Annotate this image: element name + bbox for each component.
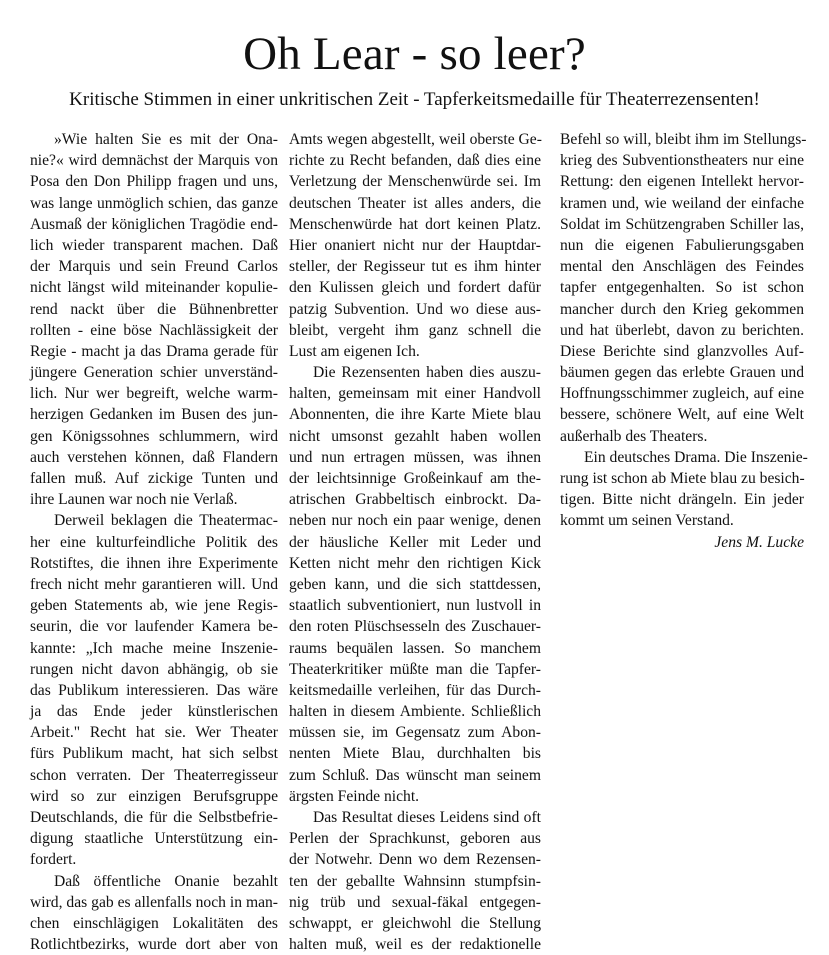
text-line: mancher durch den Krieg gekommen	[560, 300, 804, 318]
text-line: frech nicht mehr garantieren will. Und	[30, 575, 278, 593]
text-line: richte zu Recht befanden, daß dies eine	[289, 152, 541, 170]
text-line: Befehl so will, bleibt ihm im Stellungs-	[560, 131, 807, 148]
text-line: gen Königssohnes schlummern, wird	[30, 427, 278, 445]
text-line: Ausmaß der königlichen Tragödie end-	[30, 215, 278, 233]
text-line: Theaterkritiker müßte man die Tapfer-	[289, 660, 541, 678]
text-line: schon verraten. Der Theaterregisseur	[30, 766, 278, 784]
text-line: zum Schluß. Das wünscht man seinem	[289, 766, 541, 784]
text-line: Posa den Don Philipp fragen und uns,	[30, 173, 278, 191]
article-subheadline: Kritische Stimmen in einer unkritischen Zeit - Tapferkeitsmedaille für Theaterrezensenten!	[69, 89, 760, 110]
text-line: mental den Anschlägen des Feindes	[560, 258, 804, 276]
text-line: tigen. Bitte nicht drängeln. Ein jeder	[560, 491, 804, 509]
text-line: Abonnenten, die ihre Karte Miete blau	[289, 406, 541, 424]
text-line: Rotlichtbezirks, wurde dort aber von	[30, 936, 278, 954]
text-line: Ein deutsches Drama. Die Inszenie-	[584, 448, 808, 466]
text-line: Hoffnungsschimmer zugleich, auf eine	[560, 385, 804, 403]
text-line: Perlen der Sprachkunst, geboren aus	[289, 830, 541, 848]
text-line: schwappt, er gleichwohl die Stellung	[289, 914, 541, 932]
text-line: den roten Plüschsesseln des Zuschauer-	[289, 618, 541, 636]
article-column-3	[560, 129, 808, 553]
text-line: »Wie halten Sie es mit der Ona-	[54, 131, 278, 148]
text-line: ten der geballte Wahnsinn stumpfsin-	[289, 872, 541, 890]
text-line: halten, gemeinsam mit einer Handvoll	[289, 385, 541, 403]
text-line: Regie - macht ja das Drama gerade für	[30, 342, 278, 360]
text-line: krieg des Subventionstheaters nur eine	[560, 152, 804, 170]
text-line: bleibt, vergeht ihm ganz schnell die	[289, 321, 541, 339]
text-line: Menschenwürde hat dort keinen Platz.	[289, 215, 541, 233]
text-line: nenten Miete Blau, durchhalten bis	[289, 745, 541, 763]
text-line: kommt um seinen Verstand.	[560, 512, 734, 530]
text-line: lich wieder transparent machen. Daß	[30, 236, 278, 254]
text-line: staatlich subventioniert, nun lustvoll in	[289, 597, 541, 615]
text-line: rollten - eine böse Nachlässigkeit der	[30, 321, 278, 339]
text-line: nie?« wird demnächst der Marquis von	[30, 152, 278, 170]
text-line: der Notwehr. Denn wo dem Rezensen-	[289, 851, 541, 869]
text-line: nicht umsonst gezahlt haben wollen	[289, 427, 541, 445]
text-line: geben Statements ab, wie jene Regis-	[30, 597, 278, 615]
text-line: und hat überlebt, davon zu berichten.	[560, 321, 804, 339]
text-line: bäumen gegen das erlebte Grauen und	[560, 364, 804, 382]
text-line: nig trüb und sexual-fäkal entgegen-	[289, 893, 541, 911]
text-line: digung staatliche Unterstützung ein-	[30, 830, 278, 848]
text-line: Ketten nicht mehr den richtigen Kick	[289, 554, 541, 572]
text-line: Arbeit." Recht hat sie. Wer Theater	[30, 724, 278, 742]
text-line: atrischen Grabbeltisch einbrockt. Da-	[289, 491, 541, 509]
text-line: ihre Launen war noch nie Verlaß.	[30, 491, 238, 509]
text-line: geben kann, und die sich stattdessen,	[289, 575, 541, 593]
text-line: der Marquis und sein Freund Carlos	[30, 258, 278, 276]
text-line: der häusliche Keller mit Leder und	[289, 533, 541, 551]
text-line: Amts wegen abgestellt, weil oberste Ge-	[289, 131, 542, 148]
text-line: Derweil beklagen die Theatermac-	[54, 512, 278, 530]
text-line: deutschen Theater ist alles anders, die	[289, 194, 541, 212]
text-line: ja das Ende jeder künstlerischen	[30, 703, 278, 721]
text-line: nun die eigenen Fabulierungsgaben	[560, 236, 804, 254]
text-line: was lange unmöglich schien, das ganze	[30, 194, 278, 212]
text-line: chen einschlägigen Lokalitäten des	[30, 914, 278, 932]
text-line: fordert.	[30, 851, 77, 869]
text-line: raums bequälen lassen. So manchem	[289, 639, 541, 657]
text-line: Daß öffentliche Onanie bezahlt	[54, 872, 278, 890]
text-line: fallen muß. Auf zickige Tunten und	[30, 470, 278, 487]
text-line: Lust am eigenen Ich.	[289, 342, 420, 360]
text-line: das Publikum interessieren. Das wäre	[30, 681, 278, 699]
text-line: der leichtsinnige Großeinkauf am the-	[289, 470, 541, 487]
text-line: Hier onaniert nicht nur der Hauptdar-	[289, 236, 541, 254]
text-line: halten in diesem Ambiente. Schließlich	[289, 703, 541, 721]
text-line: fürs Publikum macht, hat sich selbst	[30, 745, 278, 763]
text-line: Deutschlands, die für die Selbstbefrie-	[30, 809, 278, 826]
text-line: Rettung: den eigenen Intellekt hervor-	[560, 173, 804, 191]
text-line: keitsmedaille verleihen, für das Durch-	[289, 681, 541, 699]
article-column-2	[289, 129, 541, 955]
text-line: jüngere Generation schier unverständ-	[30, 364, 278, 382]
text-line: Diese Berichte sind glanzvolles Auf-	[560, 342, 804, 360]
text-line: steller, der Regisseur tut es ihm hinter	[289, 258, 541, 276]
article-column-1	[30, 129, 278, 955]
text-line: wird so zur einzigen Berufsgruppe	[30, 787, 278, 805]
text-line: neben nur noch ein paar wenige, denen	[289, 512, 541, 530]
text-line: Soldat im Schützengraben Schiller las,	[560, 215, 804, 233]
text-line: auch verstehen können, daß Flandern	[30, 448, 278, 466]
text-line: rungen nicht davon abhängig, ob sie	[30, 660, 278, 678]
text-line: den Kulissen gleich und fordert dafür	[289, 279, 541, 297]
text-line: herzigen Gedanken im Busen des jun-	[30, 406, 278, 424]
text-line: wird, das gab es allenfalls noch in man-	[30, 893, 278, 911]
text-line: her eine kulturfeindliche Politik des	[30, 533, 278, 551]
text-line: bessere, schönere Welt, auf eine Welt	[560, 406, 804, 424]
text-line: kramen und, wie weiland der einfache	[560, 194, 804, 212]
text-line: patzig Subvention. Und wo diese aus-	[289, 300, 541, 318]
text-line: tapfer entgegenhalten. So ist schon	[560, 279, 804, 297]
author-signature: Jens M. Lucke	[714, 533, 804, 551]
text-line: Rotstiftes, die ihnen ihre Experimente	[30, 554, 278, 572]
text-line: müssen sie, im Gegensatz zum Abon-	[289, 724, 541, 742]
article-headline: Oh Lear - so leer?	[243, 28, 586, 80]
text-line: Verletzung der Menschenwürde sei. Im	[289, 173, 541, 191]
text-line: außerhalb des Theaters.	[560, 427, 708, 445]
text-line: und nun ertragen müssen, was ihnen	[289, 448, 541, 466]
text-line: rung ist schon ab Miete blau zu besich-	[560, 470, 805, 487]
text-line: ärgsten Feinde nicht.	[289, 787, 420, 805]
text-line: Die Rezensenten haben dies auszu-	[313, 364, 541, 382]
text-line: rend nackt über die Bühnenbretter	[30, 300, 278, 318]
text-line: nicht längst wild miteinander kopulie-	[30, 279, 278, 297]
text-line: lich. Nur wer begreift, welche warm-	[30, 385, 278, 403]
text-line: seurin, die vor laufender Kamera be-	[30, 618, 278, 636]
text-line: Das Resultat dieses Leidens sind oft	[313, 809, 541, 826]
text-line: kannte: „Ich mache meine Inszenie-	[30, 639, 278, 657]
text-line: halten muß, weil es der redaktionelle	[289, 936, 541, 954]
